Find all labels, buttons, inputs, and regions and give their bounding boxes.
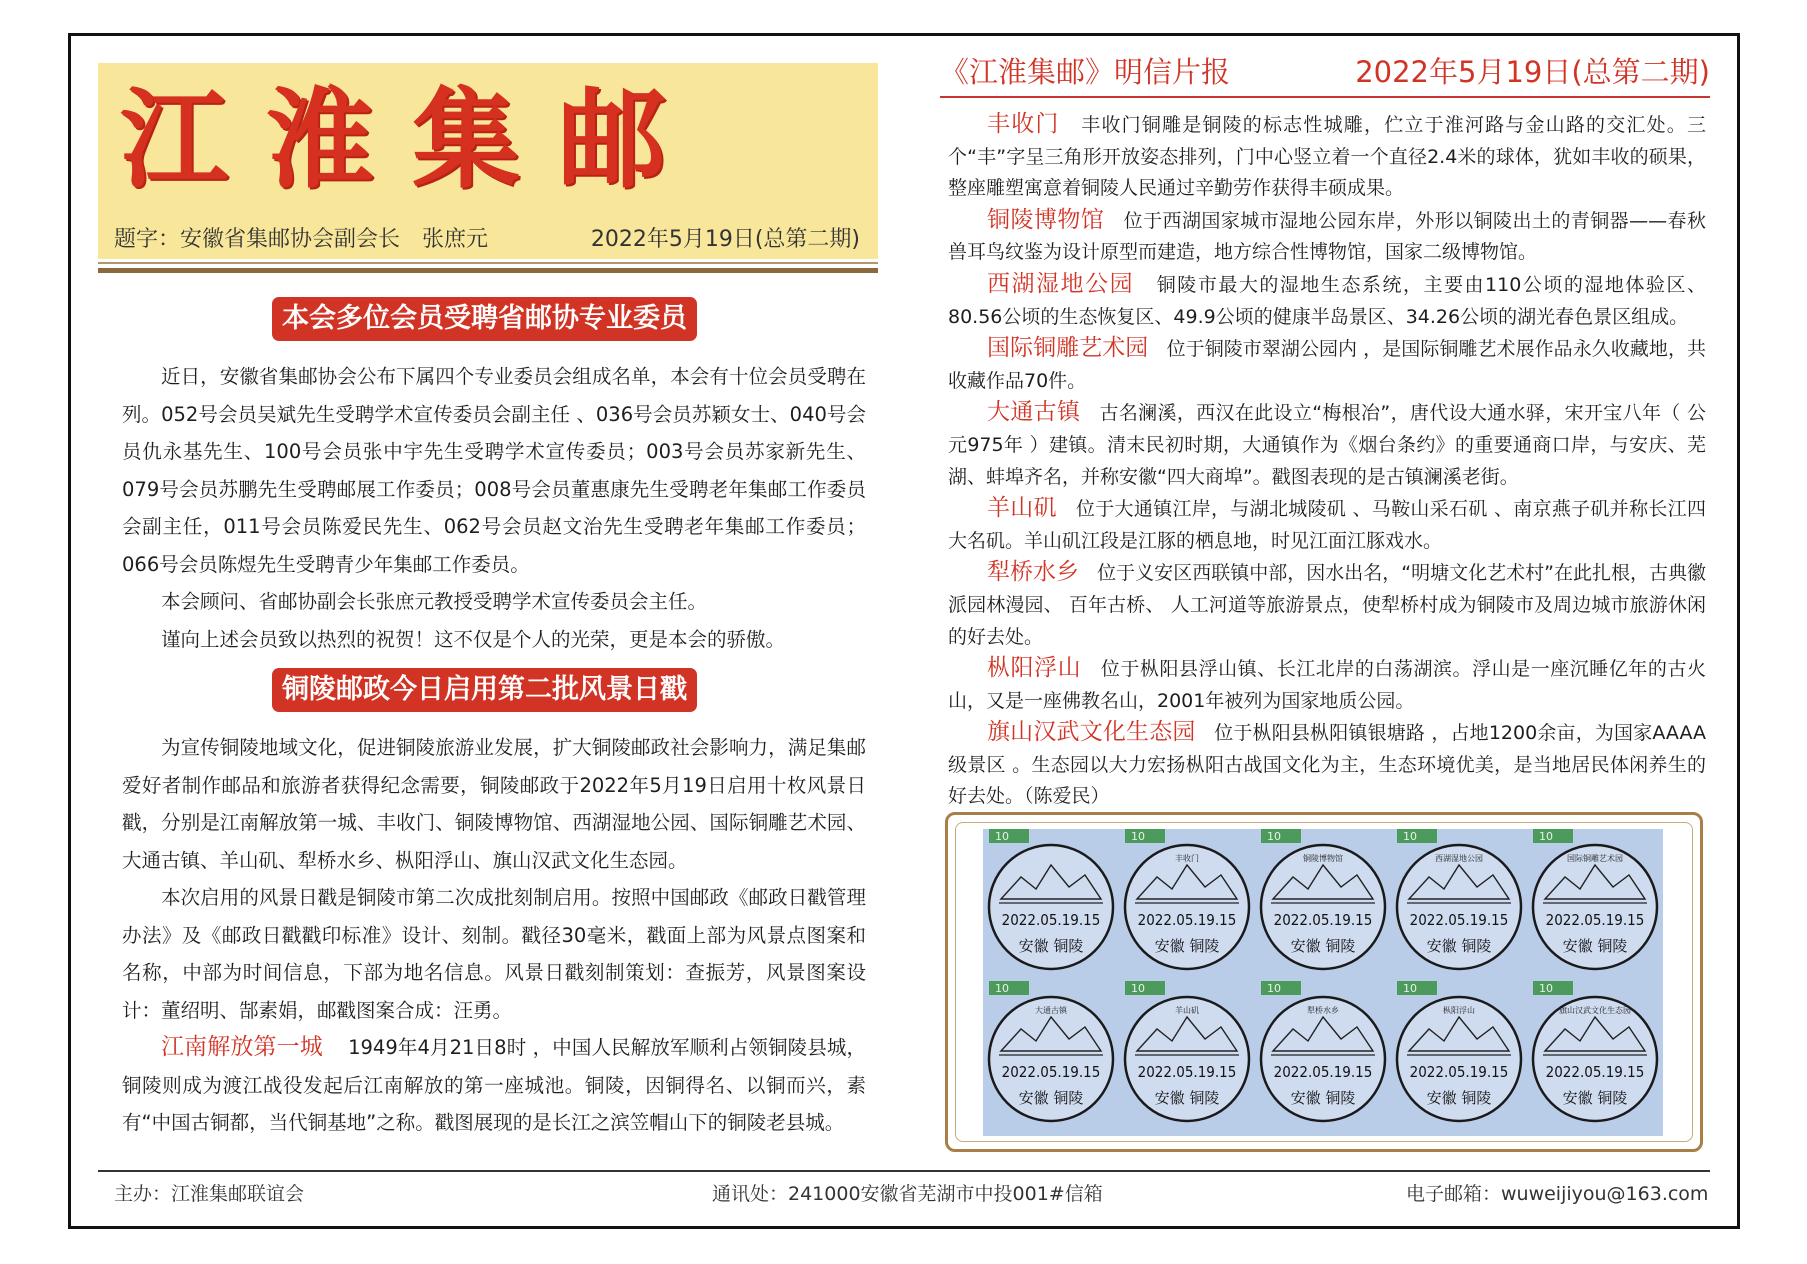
scenic-entry-text: 铜陵市最大的湿地生态系统，主要由110公顷的湿地体验区、80.56公顷的生态恢复区、49.9公顷的健康半岛景区、34.26公顷的湖光春色景区组成。	[948, 273, 1706, 328]
postmark-name: 大通古镇	[1035, 1006, 1067, 1015]
scenic-entry	[948, 333, 1706, 397]
masthead	[98, 63, 878, 259]
scenic-entry-text: 位于枞阳县浮山镇、长江北岸的白荡湖滨。浮山是一座沉睡亿年的古火山，又是一座佛教名山，2001年被列为国家地质公园。	[948, 658, 1706, 712]
stamp-value: 10	[995, 830, 1009, 843]
postmark-grid	[983, 829, 1663, 1136]
headline-scenic-postmarks: 铜陵邮政今日启用第二批风景日戳	[272, 668, 697, 712]
scenic-entry-name: 大通古镇	[987, 399, 1081, 426]
scenic-entries	[948, 109, 1706, 813]
postmark-name: 枞阳浮山	[1443, 1006, 1475, 1015]
right-header-rule	[940, 96, 1710, 98]
scenic-entry	[948, 205, 1706, 269]
postmark-place: 安徽 铜陵	[1562, 1089, 1628, 1107]
postmark-6	[989, 981, 1113, 1121]
masthead-rule-thin	[98, 262, 878, 264]
masthead-subline	[114, 225, 874, 255]
scenic-entry	[122, 1029, 866, 1142]
postmark-place: 安徽 铜陵	[1426, 1089, 1492, 1107]
postmark-name: 旗山汉武文化生态园	[1559, 1006, 1631, 1015]
postmark-7	[1125, 981, 1249, 1121]
stamp-value: 10	[1539, 982, 1553, 995]
postmark-5	[1533, 829, 1657, 969]
postmark-date: 2022.05.19.15	[1409, 911, 1509, 929]
postmark-date: 2022.05.19.15	[1545, 1063, 1645, 1081]
issue-date: 2022年5月19日(总第二期)	[590, 227, 860, 252]
calligraphy-credit: 题字：安徽省集邮协会副会长 张庶元	[114, 227, 489, 252]
scenic-entry	[948, 397, 1706, 493]
stamp-value: 10	[1539, 830, 1553, 843]
scenic-entry-text: 1949年4月21日8时 ，中国人民解放军顺利占领铜陵县城，铜陵则成为渡江战役发起后江南解放的第一座城池。铜陵，因铜得名、以铜而兴，素有“中国古铜都，当代铜基地”之称。戳图展现的是长江之滨笠帽山下的铜陵老县城。	[122, 1036, 867, 1134]
scenic-entry	[948, 493, 1706, 557]
scenic-entry-name: 铜陵博物馆	[987, 206, 1105, 233]
article-paragraph: 本次启用的风景日戳是铜陵市第二次成批刻制启用。按照中国邮政《邮政日戳管理办法》及《邮政日戳戳印标准》设计、刻制。戳径30毫米，戳面上部为风景点图案和名称，中部为时间信息，下部为地名信息。风景日戳刻制策划：查振芳，风景图案设计：董绍明、郜素娟，邮戳图案合成：汪勇。	[122, 886, 866, 1022]
postmark-place: 安徽 铜陵	[1290, 1089, 1356, 1107]
postmark-name: 犁桥水乡	[1307, 1006, 1339, 1015]
article-paragraph: 为宣传铜陵地域文化，促进铜陵旅游业发展，扩大铜陵邮政社会影响力，满足集邮爱好者制作邮品和旅游者获得纪念需要，铜陵邮政于2022年5月19日启用十枚风景日戳，分别是江南解放第一城、丰收门、铜陵博物馆、西湖湿地公园、国际铜雕艺术园、大通古镇、羊山矶、犁桥水乡、枞阳浮山、旗山汉武文化生态园。	[122, 736, 866, 872]
stamp-value: 10	[995, 982, 1009, 995]
article-paragraph: 近日，安徽省集邮协会公布下属四个专业委员会组成名单，本会有十位会员受聘在列。052号会员吴斌先生受聘学术宣传委员会副主任 、036号会员苏颖女士、040号会员仇永基先生、100号会员张中宇先生受聘学术宣传委员；003号会员苏家新先生、079号会员苏鹏先生受聘邮展工作委员；008号会员董惠康先生受聘老年集邮工作委员会副主任，011号会员陈爱民先生、062号会员赵文治先生受聘老年集邮工作委员；066号会员陈煜先生受聘青少年集邮工作委员。	[122, 365, 866, 576]
postmark-date: 2022.05.19.15	[1137, 911, 1237, 929]
scenic-entry-name: 枞阳浮山	[987, 655, 1082, 682]
scenic-entry-text: 位于枞阳县枞阳镇银塘路 ，占地1200余亩，为国家AAAA 级景区 。生态园以大力宏扬枞阳古战国文化为主，生态环境优美，是当地居民体闲养生的好去处。（陈爱民）	[948, 722, 1706, 808]
scenic-entry-name: 犁桥水乡	[987, 559, 1080, 586]
scenic-entry-name: 丰收门	[987, 111, 1060, 137]
postmark-2	[1125, 829, 1249, 969]
article-members	[122, 358, 866, 658]
paper-title: 《江淮集邮》明信片报	[940, 55, 1231, 89]
scenic-entry-text: 位于义安区西联镇中部，因水出名，“明塘文化艺术村”在此扎根，古典徽派园林漫园、 百年古桥、 人工河道等旅游景点，使犁桥村成为铜陵市及周边城市旅游休闲的好去处。	[948, 562, 1707, 648]
postmark-date: 2022.05.19.15	[1273, 1063, 1373, 1081]
scenic-entry	[948, 717, 1706, 813]
scenic-entry-name: 江南解放第一城	[161, 1034, 323, 1060]
scenic-entry-text: 位于大通镇江岸，与湖北城陵矶 、马鞍山采石矶 、南京燕子矶并称长江四大名矶。羊山矶江段是江豚的栖息地，时见江面江豚戏水。	[948, 498, 1706, 552]
stamp-value: 10	[1403, 982, 1417, 995]
postmark-date: 2022.05.19.15	[1273, 911, 1373, 929]
stamp-value: 10	[1267, 982, 1281, 995]
postmark-name: 羊山矶	[1175, 1006, 1199, 1015]
postmark-photo	[983, 829, 1663, 1136]
postmark-place: 安徽 铜陵	[1018, 1089, 1084, 1107]
masthead-title: 江淮集邮	[120, 77, 705, 203]
postmark-place: 安徽 铜陵	[1426, 937, 1492, 955]
footer-address: 通讯处：241000安徽省芜湖市中投001#信箱	[712, 1183, 1103, 1205]
paper-date: 2022年5月19日(总第二期)	[1355, 55, 1710, 89]
postmark-name: 铜陵博物馆	[1303, 854, 1343, 863]
postmark-place: 安徽 铜陵	[1562, 937, 1628, 955]
postmark-9	[1397, 981, 1521, 1121]
masthead-rule-thick	[98, 268, 878, 273]
scenic-entry	[948, 109, 1706, 205]
scenic-entry-text: 古名澜溪，西汉在此设立“梅根冶”，唐代设大通水驿，宋开宝八年（ 公元975年 ）建镇。清末民初时期，大通镇作为《烟台条约》的重要通商口岸，与安庆、芜湖、蚌埠齐名，并称安徽“四大商埠”。戳图表现的是古镇澜溪老街。	[948, 402, 1707, 488]
postmark-place: 安徽 铜陵	[1290, 937, 1356, 955]
footer-rule	[98, 1170, 1710, 1172]
stamp-value: 10	[1131, 982, 1145, 995]
article-paragraph: 本会顾问、省邮协副会长张庶元教授受聘学术宣传委员会主任。	[161, 590, 708, 613]
stamp-value: 10	[1403, 830, 1417, 843]
scenic-entry-name: 旗山汉武文化生态园	[987, 719, 1196, 746]
headline-members-appointed: 本会多位会员受聘省邮协专业委员	[272, 297, 697, 341]
postmark-date: 2022.05.19.15	[1001, 911, 1101, 929]
postmark-place: 安徽 铜陵	[1018, 937, 1084, 955]
stamp-value: 10	[1131, 830, 1145, 843]
postmark-date: 2022.05.19.15	[1409, 1063, 1509, 1081]
article-postmarks	[122, 729, 866, 1142]
scenic-entry-text: 位于西湖国家城市湿地公园东岸，外形以铜陵出土的青铜器——春秋兽耳鸟纹鉴为设计原型而建造，地方综合性博物馆，国家二级博物馆。	[948, 209, 1706, 264]
scenic-entry-text: 丰收门铜雕是铜陵的标志性城雕，伫立于淮河路与金山路的交汇处。三个“丰”字呈三角形开放姿态排列，门中心竖立着一个直径2.4米的球体，犹如丰收的硕果，整座雕塑寓意着铜陵人民通过辛勤劳作获得丰硕成果。	[948, 114, 1706, 200]
postmark-date: 2022.05.19.15	[1001, 1063, 1101, 1081]
scenic-entry	[948, 557, 1706, 653]
right-header	[940, 52, 1710, 92]
stamp-value: 10	[1267, 830, 1281, 843]
scenic-entry-name: 国际铜雕艺术园	[987, 335, 1149, 362]
postmark-10	[1533, 981, 1657, 1121]
postmark-date: 2022.05.19.15	[1545, 911, 1645, 929]
postmark-3	[1261, 829, 1385, 969]
postmark-place: 安徽 铜陵	[1154, 937, 1220, 955]
postmark-name: 丰收门	[1175, 854, 1199, 863]
postmark-name: 西湖湿地公园	[1435, 854, 1483, 863]
scenic-entry	[948, 269, 1706, 333]
footer-email: 电子邮箱：wuweijiyou@163.com	[1406, 1183, 1709, 1205]
scenic-entry-name: 羊山矶	[987, 495, 1057, 522]
postmark-1	[989, 829, 1113, 969]
postmark-date: 2022.05.19.15	[1137, 1063, 1237, 1081]
scenic-entry-text: 位于铜陵市翠湖公园内 ，是国际铜雕艺术展作品永久收藏地，共收藏作品70件。	[948, 338, 1706, 392]
postmark-place: 安徽 铜陵	[1154, 1089, 1220, 1107]
article-paragraph: 谨向上述会员致以热烈的祝贺！这不仅是个人的光荣，更是本会的骄傲。	[161, 627, 786, 651]
scenic-entry	[948, 653, 1706, 717]
footer-host: 主办：江淮集邮联谊会	[114, 1183, 305, 1205]
scenic-entry-name: 西湖湿地公园	[987, 270, 1135, 297]
postmark-name: 国际铜雕艺术园	[1567, 854, 1623, 863]
postmark-8	[1261, 981, 1385, 1121]
postmark-4	[1397, 829, 1521, 969]
